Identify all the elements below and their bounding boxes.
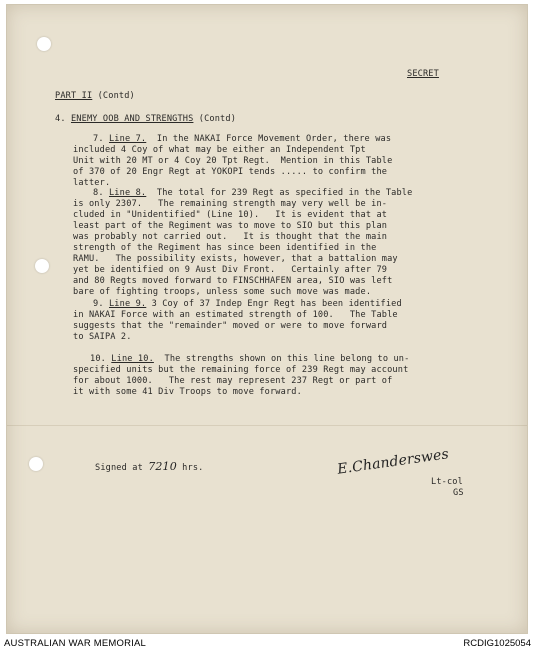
part-heading (55, 91, 135, 102)
body-line: bare of fighting troops, unless some such move was made. (73, 287, 372, 297)
signed-label: Signed at (95, 463, 149, 473)
archive-footer (0, 634, 535, 654)
body-line: Unit with 20 MT or 4 Coy 20 Tpt Regt. Mention in this Table (73, 156, 393, 166)
line-text: The total for 239 Regt as specified in the Table (146, 188, 413, 198)
body-line: of 370 of 20 Engr Regt at YOKOPI tends ..... to confirm the (73, 167, 388, 177)
part-label: PART II (55, 91, 93, 101)
paragraph-number: 7. (93, 134, 109, 144)
line-text: In the NAKAI Force Movement Order, there was (146, 134, 392, 144)
classification-label: SECRET (407, 69, 439, 79)
line-text: The strengths shown on this line belong to un- (153, 354, 410, 364)
body-line: for about 1000. The rest may represent 237 Regt or part of (73, 376, 393, 386)
document-page (6, 4, 528, 634)
handwritten-signature: E.Chanderswes (336, 446, 450, 478)
line-reference: Line 9. (108, 299, 147, 309)
signed-hrs: hrs. (176, 463, 204, 473)
body-line: to SAIPA 2. (73, 332, 132, 342)
paragraph-number: 9. (93, 299, 109, 309)
body-line (93, 134, 391, 145)
body-line (90, 354, 409, 365)
body-line: in NAKAI Force with an estimated strength of 100. The Table (73, 310, 398, 320)
page-fold (7, 425, 527, 426)
body-line: latter. (73, 178, 111, 188)
item-number: 4. (55, 114, 66, 124)
line-reference: Line 8. (108, 188, 147, 198)
body-line: strength of the Regiment has since been identified in the (73, 243, 377, 253)
body-line (93, 188, 412, 199)
line-text: 3 Coy of 37 Indep Engr Regt has been identified (146, 299, 402, 309)
body-line: specified units but the remaining force of 239 Regt may account (73, 365, 409, 375)
paragraph-number: 8. (93, 188, 109, 198)
part-suffix: (Contd) (92, 91, 135, 101)
body-line: included 4 Coy of what may be either an Independent Tpt (73, 145, 366, 155)
punch-hole (29, 457, 43, 471)
signed-time-handwritten: 7210 (148, 460, 177, 473)
paragraph-number: 10. (90, 354, 112, 364)
body-line: cluded in "Unidentified" (Line 10). It is evident that at (73, 210, 388, 220)
body-line: yet be identified on 9 Aust Div Front. Certainly after 79 (73, 265, 388, 275)
punch-hole (37, 37, 51, 51)
signed-line (95, 461, 203, 474)
line-reference: Line 10. (111, 354, 154, 364)
line-reference: Line 7. (108, 134, 147, 144)
item-suffix: (Contd) (193, 114, 237, 124)
body-line: RAMU. The possibility exists, however, that a battalion may (73, 254, 398, 264)
body-line (93, 299, 402, 310)
body-line: it with some 41 Div Troops to move forward. (73, 387, 302, 397)
body-line: was probably not carried out. It is thought that the main (73, 232, 388, 242)
body-line: and 80 Regts moved forward to FINSCHHAFEN area, SIO was left (73, 276, 393, 286)
body-line: suggests that the "remainder" moved or were to move forward (73, 321, 388, 331)
punch-hole (35, 259, 49, 273)
signatory-branch: GS (453, 488, 464, 498)
item-title: ENEMY OOB AND STRENGTHS (70, 114, 194, 124)
item-heading (55, 114, 236, 125)
signatory-rank: Lt-col (431, 477, 463, 487)
archive-reference: RCDIG1025054 (463, 638, 531, 649)
archive-name: AUSTRALIAN WAR MEMORIAL (4, 638, 147, 649)
body-line: is only 2307. The remaining strength may very well be in- (73, 199, 388, 209)
body-line: least part of the Regiment was to move to SIO but this plan (73, 221, 388, 231)
